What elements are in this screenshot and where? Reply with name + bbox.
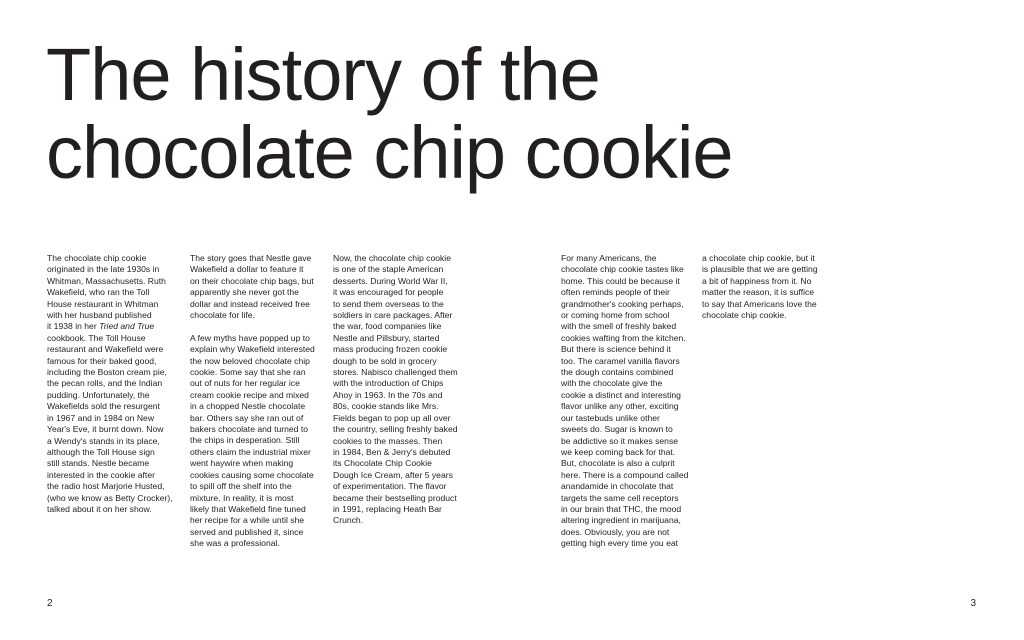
text-line: the country, selling freshly baked <box>333 424 458 435</box>
text-line: cookies causing some chocolate <box>190 469 314 480</box>
paragraph <box>561 253 696 550</box>
text-line: stores. Nabisco challenged them <box>333 367 458 378</box>
text-line: Whitman, Massachusetts. Ruth <box>47 275 166 286</box>
text-line: served and published it, since <box>190 526 304 537</box>
text-line: House restaurant in Whitman <box>47 298 159 309</box>
text-column-3 <box>333 253 468 538</box>
text-line: out of nuts for her regular ice <box>190 378 300 389</box>
text-column-4 <box>561 253 696 561</box>
text-line: talked about it on her show. <box>47 503 152 514</box>
text-line: The chocolate chip cookie <box>47 253 147 263</box>
text-line: cookie a distinct and interesting <box>561 389 681 400</box>
text-line: mixture. In reality, it is most <box>190 492 294 503</box>
text-line: in a chopped Nestle chocolate <box>190 401 306 412</box>
title-line-1: The history of the <box>46 33 600 116</box>
text-line: famous for their baked good, <box>47 355 157 366</box>
text-line: she was a professional. <box>190 538 280 549</box>
text-line: with the smell of freshly baked <box>561 321 677 332</box>
text-line: the dough contains combined <box>561 367 674 378</box>
text-line: bakers chocolate and turned to <box>190 424 309 435</box>
text-line: Wakefields sold the resurgent <box>47 401 160 412</box>
text-line: in our brain that THC, the mood <box>561 503 682 514</box>
text-line: the pecan rolls, and the Indian <box>47 378 163 389</box>
text-line: pudding. Unfortunately, the <box>47 389 150 400</box>
text-line: too. The caramel vanilla flavors <box>561 355 680 366</box>
text-line: became their bestselling product <box>333 492 457 503</box>
text-line: we keep coming back for that. <box>561 446 676 457</box>
text-line: explain why Wakefield interested <box>190 344 315 355</box>
text-line: getting high every time you eat <box>561 538 679 549</box>
text-line: mass producing frozen cookie <box>333 344 448 355</box>
text-line: 80s, cookie stands like Mrs. <box>333 401 439 412</box>
text-line: desserts. During World War II, <box>333 275 448 286</box>
text-line: a chocolate chip cookie, but it <box>702 253 815 263</box>
text-line: be addictive so it makes sense <box>561 435 679 446</box>
text-line: bar. Others say she ran out of <box>190 412 304 423</box>
text-line: soldiers in care packages. After <box>333 310 453 321</box>
text-line: dough to be sold in grocery <box>333 355 437 366</box>
text-line: The story goes that Nestle gave <box>190 253 312 263</box>
text-line: a Wendy's stands in its place, <box>47 435 160 446</box>
text-line: Wakefield, who ran the Toll <box>47 287 150 298</box>
text-line: chocolate chip cookie. <box>702 310 787 321</box>
text-line <box>47 321 182 332</box>
text-line: although the Toll House sign <box>47 446 155 457</box>
text-line: cookies to the masses. Then <box>333 435 443 446</box>
text-line: originated in the late 1930s in <box>47 264 160 275</box>
text-line: grandmother's cooking perhaps, <box>561 298 684 309</box>
text-line: with her husband published <box>47 310 152 321</box>
text-line: likely that Wakefield fine tuned <box>190 503 306 514</box>
text-line: altering ingredient in marijuana, <box>561 515 681 526</box>
text-line: interested in the cookie after <box>47 469 155 480</box>
text-line: dollar and instead received free <box>190 298 310 309</box>
text-line: including the Boston cream pie, <box>47 367 167 378</box>
paragraph <box>702 253 837 321</box>
text-line: Wakefield a dollar to feature it <box>190 264 304 275</box>
text-line: with the chocolate give the <box>561 378 663 389</box>
text-line: her recipe for a while until she <box>190 515 305 526</box>
text-line: in 1991, replacing Heath Bar <box>333 503 442 514</box>
text-line: cookbook. The Toll House <box>47 332 146 343</box>
title-line-2: chocolate chip cookie <box>46 111 733 194</box>
text-line: does. Obviously, you are not <box>561 526 670 537</box>
text-line: the radio host Marjorie Husted, <box>47 481 165 492</box>
text-line: Ahoy in 1963. In the 70s and <box>333 389 443 400</box>
text-line: still stands. Nestle became <box>47 458 150 469</box>
page-number-left: 2 <box>47 598 53 609</box>
text-line: of experimentation. The flavor <box>333 481 447 492</box>
text-line: to send them overseas to the <box>333 298 444 309</box>
text-line: flavor unlike any other, exciting <box>561 401 679 412</box>
text-line: went haywire when making <box>190 458 294 469</box>
text-line: others claim the industrial mixer <box>190 446 311 457</box>
book-title: Tried and True <box>99 321 155 332</box>
text-column-5 <box>702 253 837 333</box>
text-line: Crunch. <box>333 515 364 526</box>
text-line: often reminds people of their <box>561 287 670 298</box>
text-line: matter the reason, it is suffice <box>702 287 815 298</box>
paragraph <box>190 253 325 321</box>
page-title <box>46 33 733 194</box>
text-line: targets the same cell receptors <box>561 492 679 503</box>
text-line: chocolate chip cookie tastes like <box>561 264 684 275</box>
text-line: home. This could be because it <box>561 275 680 286</box>
text-line: or coming home from school <box>561 310 670 321</box>
text-line: it was encouraged for people <box>333 287 444 298</box>
text-line: cookies wafting from the kitchen. <box>561 332 686 343</box>
text-line: cream cookie recipe and mixed <box>190 389 309 400</box>
text-line: our tastebuds unlike other <box>561 412 660 423</box>
text-line: to say that Americans love the <box>702 298 817 309</box>
text-line: A few myths have popped up to <box>190 332 310 343</box>
text-line: Fields began to pop up all over <box>333 412 451 423</box>
page-number-right: 3 <box>970 598 976 609</box>
text-line: in 1967 and in 1984 on New <box>47 412 155 423</box>
text-line: chocolate for life. <box>190 310 255 321</box>
text-line: But, chocolate is also a culprit <box>561 458 675 469</box>
text-line: the war, food companies like <box>333 321 442 332</box>
text-line: with the introduction of Chips <box>333 378 444 389</box>
text-line: here. There is a compound called <box>561 469 689 480</box>
text-line: Dough Ice Cream, after 5 years <box>333 469 453 480</box>
paragraph <box>47 253 182 515</box>
text-line: Now, the chocolate chip cookie <box>333 253 451 263</box>
text-line: a bit of happiness from it. No <box>702 275 812 286</box>
text-line: cookie. Some say that she ran <box>190 367 306 378</box>
paragraph <box>190 333 325 550</box>
text-line: sweets do. Sugar is known to <box>561 424 673 435</box>
text-line: is plausible that we are getting <box>702 264 818 275</box>
text-line: (who we know as Betty Crocker), <box>47 492 173 503</box>
text-fragment: it 1938 in her <box>47 321 100 332</box>
text-line: to spill off the shelf into the <box>190 481 292 492</box>
text-line: on their chocolate chip bags, but <box>190 275 314 286</box>
text-line: the chips in desperation. Still <box>190 435 300 446</box>
text-line: restaurant and Wakefield were <box>47 344 164 355</box>
text-column-1 <box>47 253 182 527</box>
text-line: But there is science behind it <box>561 344 671 355</box>
text-line: apparently she never got the <box>190 287 299 298</box>
text-line: its Chocolate Chip Cookie <box>333 458 432 469</box>
text-line: is one of the staple American <box>333 264 444 275</box>
text-line: For many Americans, the <box>561 253 657 263</box>
text-line: anandamide in chocolate that <box>561 481 674 492</box>
text-line: Year's Eve, it burnt down. Now <box>47 424 164 435</box>
text-line: the now beloved chocolate chip <box>190 355 310 366</box>
text-line: Nestle and Pillsbury, started <box>333 332 440 343</box>
paragraph <box>333 253 468 527</box>
text-column-2 <box>190 253 325 561</box>
text-line: in 1984, Ben & Jerry's debuted <box>333 446 451 457</box>
